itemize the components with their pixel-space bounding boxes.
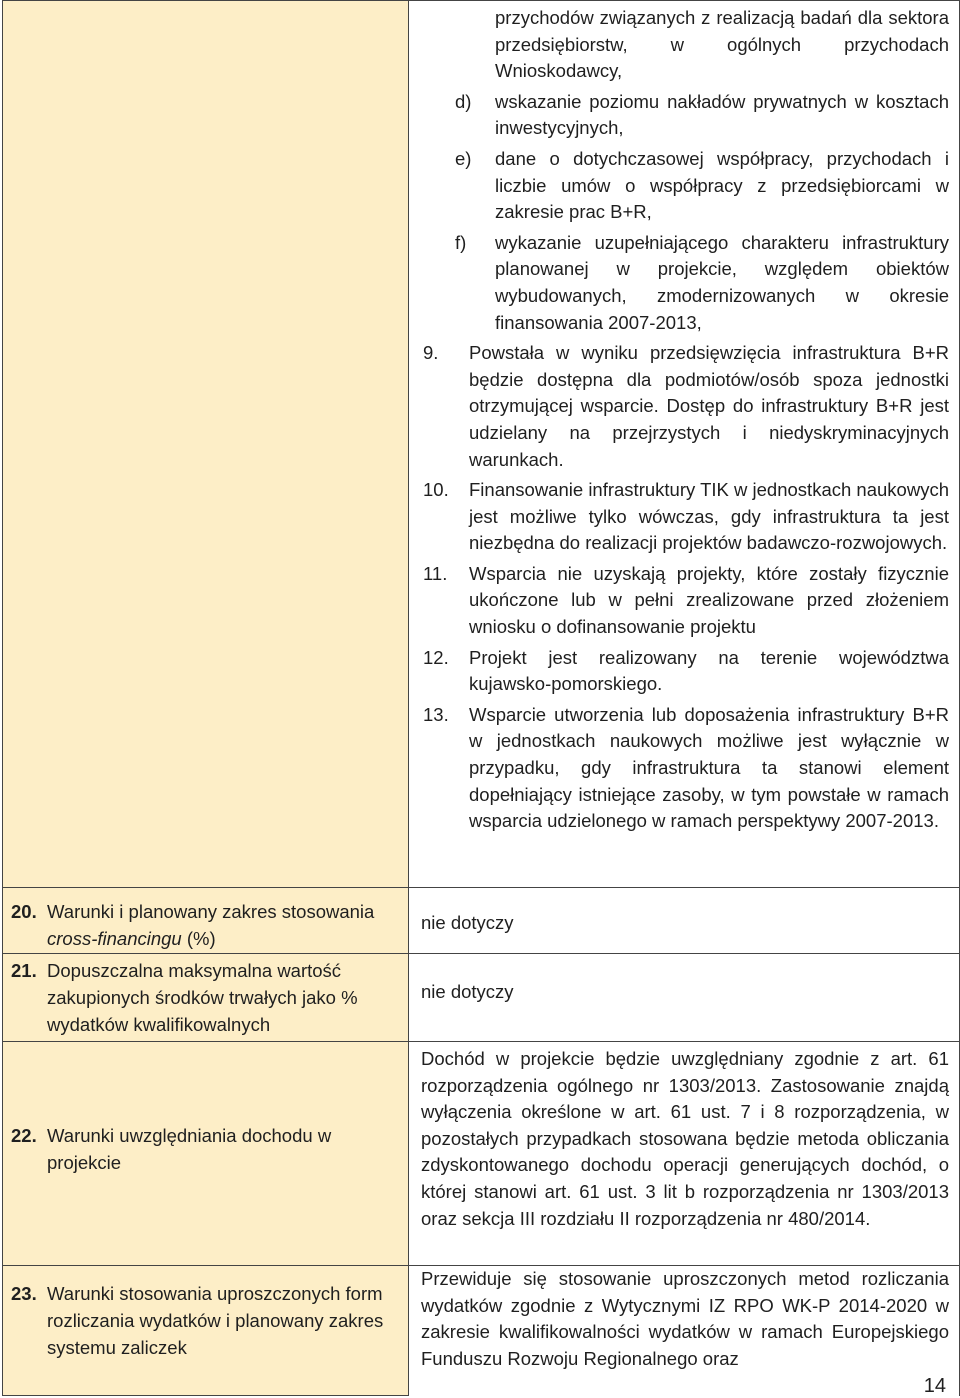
row-label (3, 1042, 408, 1176)
cell-value: nie dotyczy (421, 981, 514, 1002)
content-cell (409, 954, 960, 1042)
list-marker: 9. (423, 342, 439, 364)
list-item (423, 561, 949, 641)
list-marker: 11. (423, 562, 448, 584)
label-cell-empty (3, 1, 409, 888)
list-item-text: Wsparcia nie uzyskają projekty, które zostały fizycznie ukończone lub w pełni zrealizowane przed złożeniem wniosku o dofinansowanie projektu (469, 562, 949, 638)
row-number: 21. (11, 960, 37, 981)
table-row (3, 1, 960, 888)
list-item-text: Powstała w wyniku przedsięwzięcia infrastruktura B+R będzie dostępna dla podmiotów/osób spoza jednostki otrzymującej wsparcie. Dostęp do infrastruktury B+R jest udzielany na przejrzystych i niedyskryminacyjnych warunkach. (469, 342, 949, 470)
list-marker: 10. (423, 479, 449, 501)
list-item-text: Wsparcie utworzenia lub doposażenia infrastruktury B+R w jednostkach naukowych możliwe jest wyłącznie w przypadku, gdy infrastruktura ta stanowi element dopełniający istniejące zasoby, w tym powstałe w ramach wsparcia udzielonego w ramach perspektywy 2007-2013. (469, 703, 949, 832)
table-row (3, 954, 960, 1042)
content-cell (409, 1266, 960, 1396)
row-label (3, 954, 408, 1038)
list-item (455, 89, 949, 142)
sub-list (409, 85, 959, 336)
label-cell (3, 1042, 409, 1266)
list-item-text: wykazanie uzupełniającego charakteru infrastruktury planowanej w projekcie, względem obiektów wybudowanych, zmodernizowanych w okresie finansowania 2007-2013, (495, 231, 949, 333)
list-item (423, 477, 949, 557)
label-cell (3, 888, 409, 954)
table-row (3, 1266, 960, 1396)
cell-value: Dochód w projekcie będzie uwzględniany zgodnie z art. 61 rozporządzenia ogólnego nr 1303/2013. Zastosowanie znajdą wyłączenia określone w art. 61 ust. 7 i 8 rozporządzenia, w pozostałych przypadkach stosowana będzie metoda obliczania zdyskontowanego dochodu operacji generujących dochód, o której stanowi art. 61 ust. 3 lit b rozporządzenia nr 1303/2013 oraz sekcja III rozdziału II rozporządzenia nr 480/2014. (421, 1048, 949, 1229)
list-marker: e) (455, 147, 472, 169)
list-item (455, 146, 949, 226)
table-row (3, 888, 960, 954)
list-marker: 13. (423, 703, 449, 725)
row-title: Warunki stosowania uproszczonych form rozliczania wydatków i planowany zakres systemu zaliczek (47, 1283, 384, 1358)
intro-continuation: przychodów związanych z realizacją badań dla sektora przedsiębiorstw, w ogólnych przychodach Wnioskodawcy, (495, 7, 949, 82)
row-label (3, 1266, 408, 1361)
row-title: Warunki i planowany zakres stosowania cross-financingu (%) (47, 901, 375, 949)
list-item (423, 702, 949, 835)
row-label (3, 888, 408, 952)
list-item-text: Projekt jest realizowany na terenie województwa kujawsko-pomorskiego. (469, 646, 949, 695)
content-cell (409, 1, 960, 888)
cell-value: Przewiduje się stosowanie uproszczonych metod rozliczania wydatków zgodnie z Wytycznymi IZ RPO WK-P 2014-2020 w zakresie kwalifikowalności wydatków w ramach Europejskiego Funduszu Rozwoju Regionalnego oraz (421, 1268, 949, 1369)
row-title: Dopuszczalna maksymalna wartość zakupionych środków trwałych jako % wydatków kwalifikowalnych (47, 960, 358, 1035)
row-number: 23. (11, 1283, 37, 1304)
list-item-text: wskazanie poziomu nakładów prywatnych w kosztach inwestycyjnych, (495, 90, 949, 139)
content-cell (409, 888, 960, 954)
criteria-table (2, 0, 960, 1396)
page-number: 14 (923, 1375, 946, 1397)
row-number: 22. (11, 1125, 37, 1146)
label-cell (3, 1266, 409, 1396)
numbered-list (409, 336, 959, 835)
row-number: 20. (11, 901, 37, 922)
label-cell (3, 954, 409, 1042)
list-marker: f) (455, 231, 467, 253)
list-marker: 12. (423, 646, 449, 668)
table-row (3, 1042, 960, 1266)
list-item-text: Finansowanie infrastruktury TIK w jednostkach naukowych jest możliwe tylko wówczas, gdy infrastruktura ta jest niezbędna do realizacji projektów badawczo-rozwojowych. (469, 479, 949, 554)
list-item-text: dane o dotychczasowej współpracy, przychodach i liczbie umów o współpracy z przedsiębiorcami w zakresie prac B+R, (495, 147, 949, 223)
list-item (455, 230, 949, 336)
list-marker: d) (455, 90, 472, 112)
cell-value: nie dotyczy (421, 912, 514, 933)
list-item (423, 340, 949, 473)
row-title: Warunki uwzględniania dochodu w projekcie (47, 1125, 332, 1173)
content-cell (409, 1042, 960, 1266)
list-item (423, 645, 949, 698)
